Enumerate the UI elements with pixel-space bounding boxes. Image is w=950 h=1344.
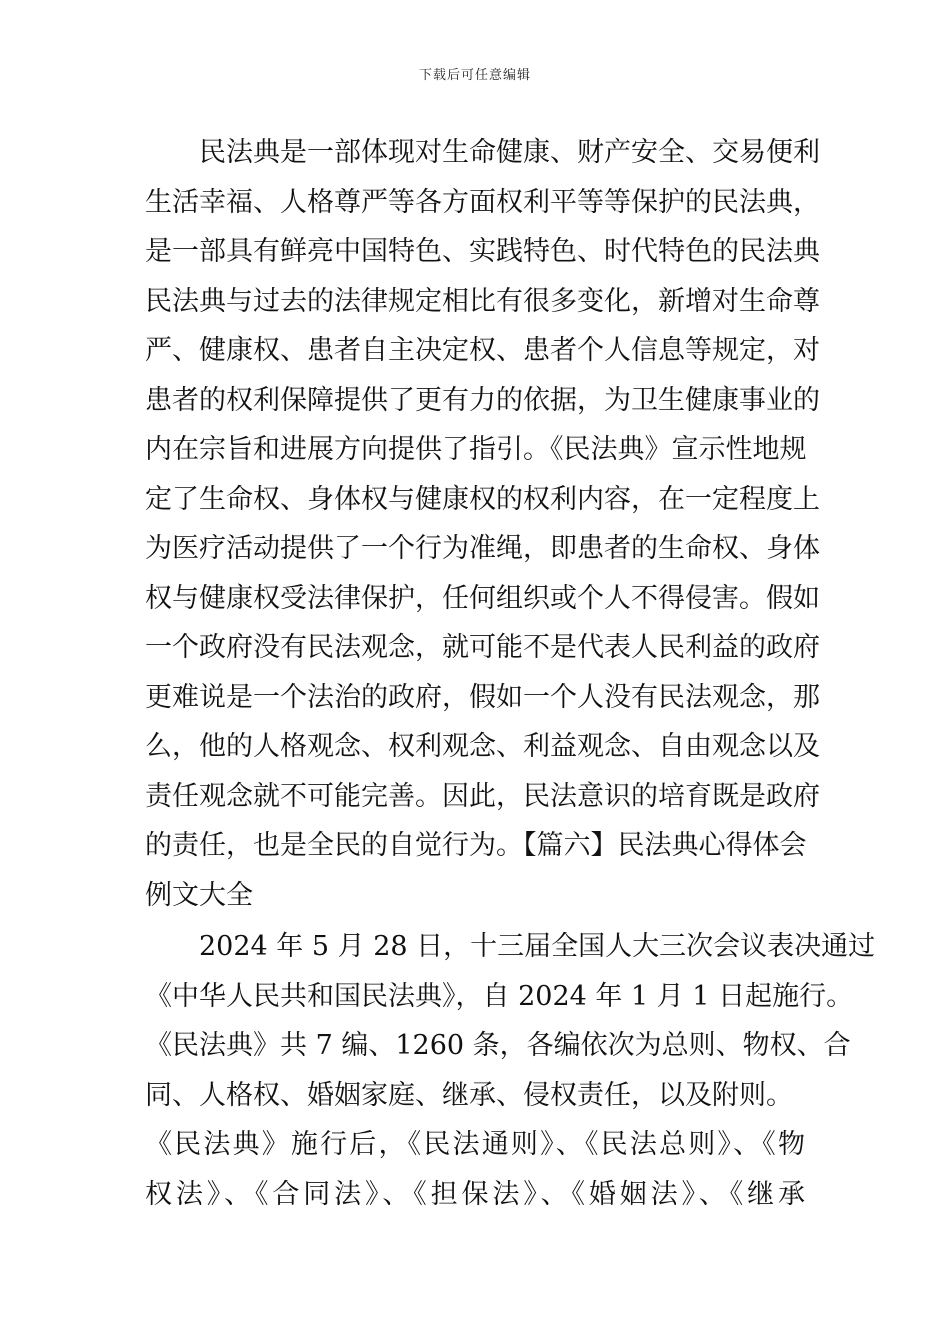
paragraph-line: 更难说是一个法治的政府，假如一个人没有民法观念，那 — [145, 681, 820, 713]
paragraph-line: 权法》、《合同法》、《担保法》、《婚姻法》、《继承 — [145, 1178, 805, 1210]
document-body — [145, 128, 876, 1219]
paragraph-line: 严、健康权、患者自主决定权、患者个人信息等规定，对 — [145, 335, 820, 366]
paragraph-line: 例文大全 — [145, 879, 253, 911]
paragraph-line: 定了生命权、身体权与健康权的权利内容，在一定程度上 — [145, 483, 820, 515]
paragraph-line: 《中华人民共和国民法典》，自 2024 年 1 月 1 日起施行。 — [145, 980, 854, 1012]
paragraph-2 — [145, 922, 876, 1219]
paragraph-line: 责任观念就不可能完善。因此，民法意识的培育既是政府 — [145, 780, 820, 812]
paragraph-line: 《民法典》施行后，《民法通则》、《民法总则》、《物 — [145, 1129, 805, 1160]
paragraph-line: 民法典是一部体现对生命健康、财产安全、交易便利 — [199, 137, 820, 168]
paragraph-line: 患者的权利保障提供了更有力的依据，为卫生健康事业的 — [145, 384, 820, 416]
paragraph-line: 民法典与过去的法律规定相比有很多变化，新增对生命尊 — [145, 285, 820, 317]
page-header: 下载后可任意编辑 — [418, 68, 531, 83]
paragraph-line: 是一部具有鲜亮中国特色、实践特色、时代特色的民法典 — [145, 236, 820, 267]
paragraph-line: 生活幸福、人格尊严等各方面权利平等等保护的民法典， — [145, 186, 820, 218]
paragraph-1 — [145, 128, 820, 920]
paragraph-line: 一个政府没有民法观念，就可能不是代表人民利益的政府 — [145, 632, 820, 663]
paragraph-line: 的责任，也是全民的自觉行为。【篇六】民法典心得体会 — [145, 830, 807, 861]
paragraph-line: 么，他的人格观念、权利观念、利益观念、自由观念以及 — [145, 731, 820, 762]
paragraph-line: 为医疗活动提供了一个行为准绳，即患者的生命权、身体 — [145, 533, 820, 564]
paragraph-line: 权与健康权受法律保护，任何组织或个人不得侵害。假如 — [145, 582, 820, 614]
paragraph-line: 2024 年 5 月 28 日，十三届全国人大三次会议表决通过 — [199, 931, 876, 962]
paragraph-line: 内在宗旨和进展方向提供了指引。《民法典》宣示性地规 — [145, 434, 807, 465]
paragraph-line: 同、人格权、婚姻家庭、继承、侵权责任，以及附则。 — [145, 1079, 793, 1111]
paragraph-line: 《民法典》共 7 编、1260 条，各编依次为总则、物权、合 — [145, 1030, 851, 1061]
